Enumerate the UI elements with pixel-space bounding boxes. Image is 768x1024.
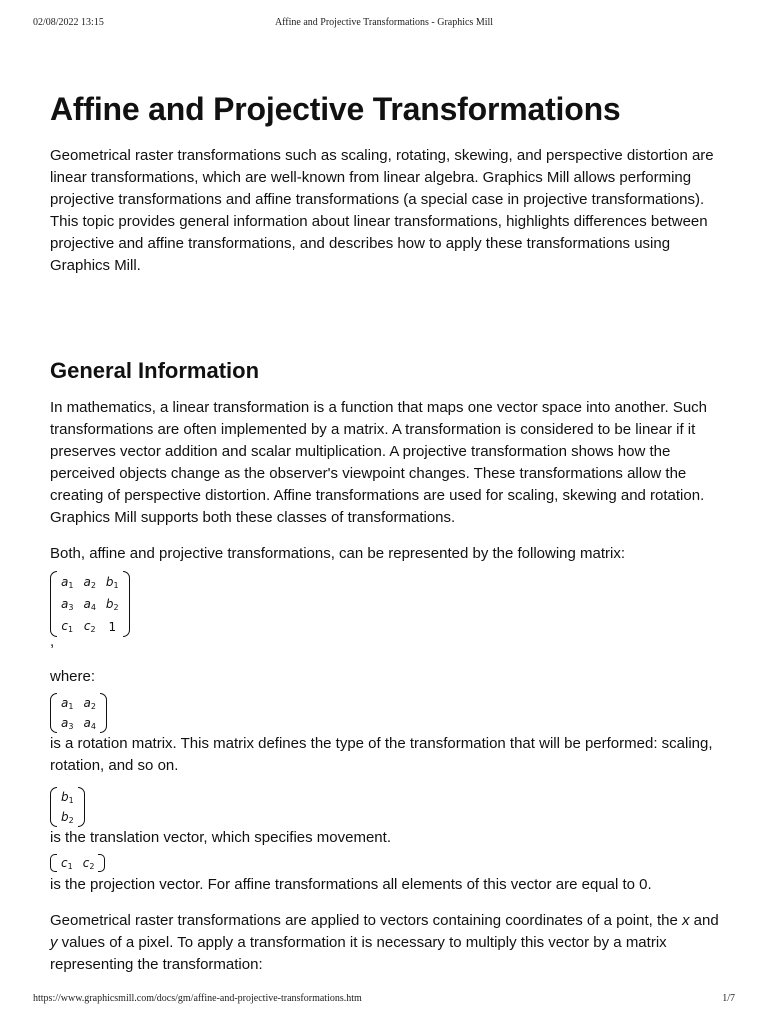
matrix-right-paren xyxy=(98,854,105,872)
matrix-left-paren xyxy=(50,787,57,827)
matrix-cell xyxy=(106,593,119,615)
matrix-subscript: 3 xyxy=(68,722,74,731)
matrix-cell xyxy=(61,854,73,872)
matrix-right-paren xyxy=(100,693,107,733)
matrix-variable: a xyxy=(61,696,69,710)
full-matrix-grid xyxy=(57,571,123,637)
matrix-cell xyxy=(61,713,73,733)
rotation-description: is a rotation matrix. This matrix defines the type of the transformation that will be performed: scaling, rotation, and so on. xyxy=(50,735,713,774)
general-info-paragraph: In mathematics, a linear transformation is a function that maps one vector space into another. Such transformations are often implemented by a matrix. A transformation is considered to be linear if it preserves vector addition and scalar multiplication. A projective transformation shows how the perceived objects change as the observer's viewpoint changes. These transformations allow the creating of perspective distortion. Affine transformations are used for scaling, skewing and rotation. Graphics Mill supports both these classes of transformations. xyxy=(50,399,708,526)
matrix-cell xyxy=(61,693,73,713)
rotation-matrix-block xyxy=(50,693,722,733)
translation-vector-grid xyxy=(57,787,78,827)
matrix-subscript: 1 xyxy=(113,581,119,590)
matrix-variable: b xyxy=(61,790,69,804)
where-label: where: xyxy=(50,668,96,685)
transformation-application-paragraph xyxy=(50,910,722,976)
matrix-variable: c xyxy=(61,619,68,633)
matrix-intro-paragraph: Both, affine and projective transformations, can be represented by the following matrix: xyxy=(50,545,626,562)
matrix-cell xyxy=(83,571,95,593)
matrix-cell xyxy=(106,615,119,637)
full-transformation-matrix xyxy=(50,571,130,637)
print-footer xyxy=(33,993,735,1007)
matrix-cell xyxy=(83,713,95,733)
matrix-cell xyxy=(83,615,95,637)
matrix-subscript: 2 xyxy=(90,702,96,711)
matrix-cell xyxy=(61,593,73,615)
projection-vector-grid xyxy=(57,854,98,872)
matrix-variable: a xyxy=(83,597,91,611)
matrix-left-paren xyxy=(50,854,57,872)
matrix-subscript: 2 xyxy=(113,603,119,612)
para3-text-a: Geometrical raster transformations are applied to vectors containing coordinates of a point, the xyxy=(50,912,682,929)
matrix-subscript: 1 xyxy=(67,862,73,871)
matrix-variable: a xyxy=(61,575,69,589)
print-page-title: Affine and Projective Transformations - Graphics Mill xyxy=(274,17,494,28)
matrix-subscript: 2 xyxy=(89,862,95,871)
matrix-subscript: 1 xyxy=(67,625,74,634)
matrix-variable: a xyxy=(61,597,69,611)
rotation-matrix xyxy=(50,693,107,733)
matrix-comma: , xyxy=(50,633,55,650)
matrix-variable: b xyxy=(105,597,114,611)
translation-vector xyxy=(50,787,85,827)
matrix-variable: b xyxy=(61,810,69,824)
matrix-variable: c xyxy=(83,619,91,633)
page-title: Affine and Projective Transformations xyxy=(50,91,621,127)
matrix-subscript: 4 xyxy=(90,722,96,731)
matrix-value: 1 xyxy=(108,620,117,634)
x-variable: x xyxy=(682,912,690,929)
matrix-subscript: 1 xyxy=(68,581,74,590)
matrix-variable: a xyxy=(83,575,91,589)
print-date: 02/08/2022 13:15 xyxy=(33,17,104,28)
section-title: General Information xyxy=(50,358,260,383)
matrix-variable: a xyxy=(83,716,91,730)
matrix-left-paren xyxy=(50,693,57,733)
matrix-cell xyxy=(83,854,95,872)
projection-vector xyxy=(50,854,105,872)
matrix-subscript: 2 xyxy=(90,581,96,590)
print-url: https://www.graphicsmill.com/docs/gm/affine-and-projective-transformations.htm xyxy=(33,993,362,1004)
y-variable: y xyxy=(50,934,58,951)
matrix-subscript: 2 xyxy=(90,625,96,634)
projection-vector-block xyxy=(50,854,722,874)
full-matrix-block xyxy=(50,571,722,637)
translation-vector-block xyxy=(50,787,722,827)
matrix-subscript: 2 xyxy=(68,816,74,825)
print-header xyxy=(33,17,735,31)
para3-text-b: and xyxy=(689,912,719,929)
matrix-variable: b xyxy=(105,575,114,589)
matrix-variable: a xyxy=(83,696,91,710)
projection-description: is the projection vector. For affine transformations all elements of this vector are equal to 0. xyxy=(50,876,652,893)
matrix-cell xyxy=(61,787,74,807)
matrix-left-paren xyxy=(50,571,57,637)
translation-description: is the translation vector, which specifies movement. xyxy=(50,829,391,846)
matrix-cell xyxy=(61,807,74,827)
matrix-variable: c xyxy=(61,856,68,870)
article xyxy=(50,88,722,976)
matrix-cell xyxy=(83,593,95,615)
intro-paragraph: Geometrical raster transformations such as scaling, rotating, skewing, and perspective distortion are linear transformations, which are well-known from linear algebra. Graphics Mill allows performing projective transformations and affine transformations (a special case in projective transformations). This topic provides general information about linear transformations, highlights differences between projective and affine transformations, and describes how to apply these transformations using Graphics Mill. xyxy=(50,147,714,274)
matrix-subscript: 4 xyxy=(90,603,96,612)
print-page-number: 1/7 xyxy=(722,993,735,1004)
matrix-cell xyxy=(61,615,73,637)
matrix-cell xyxy=(83,693,95,713)
matrix-right-paren xyxy=(123,571,130,637)
matrix-subscript: 1 xyxy=(68,702,74,711)
matrix-variable: c xyxy=(82,856,90,870)
matrix-variable: a xyxy=(61,716,69,730)
matrix-cell xyxy=(106,571,119,593)
matrix-subscript: 3 xyxy=(68,603,74,612)
para3-text-c: values of a pixel. To apply a transformation it is necessary to multiply this vector by a matrix representing the transformation: xyxy=(50,934,667,973)
matrix-right-paren xyxy=(78,787,85,827)
matrix-subscript: 1 xyxy=(68,796,74,805)
rotation-matrix-grid xyxy=(57,693,100,733)
matrix-cell xyxy=(61,571,73,593)
